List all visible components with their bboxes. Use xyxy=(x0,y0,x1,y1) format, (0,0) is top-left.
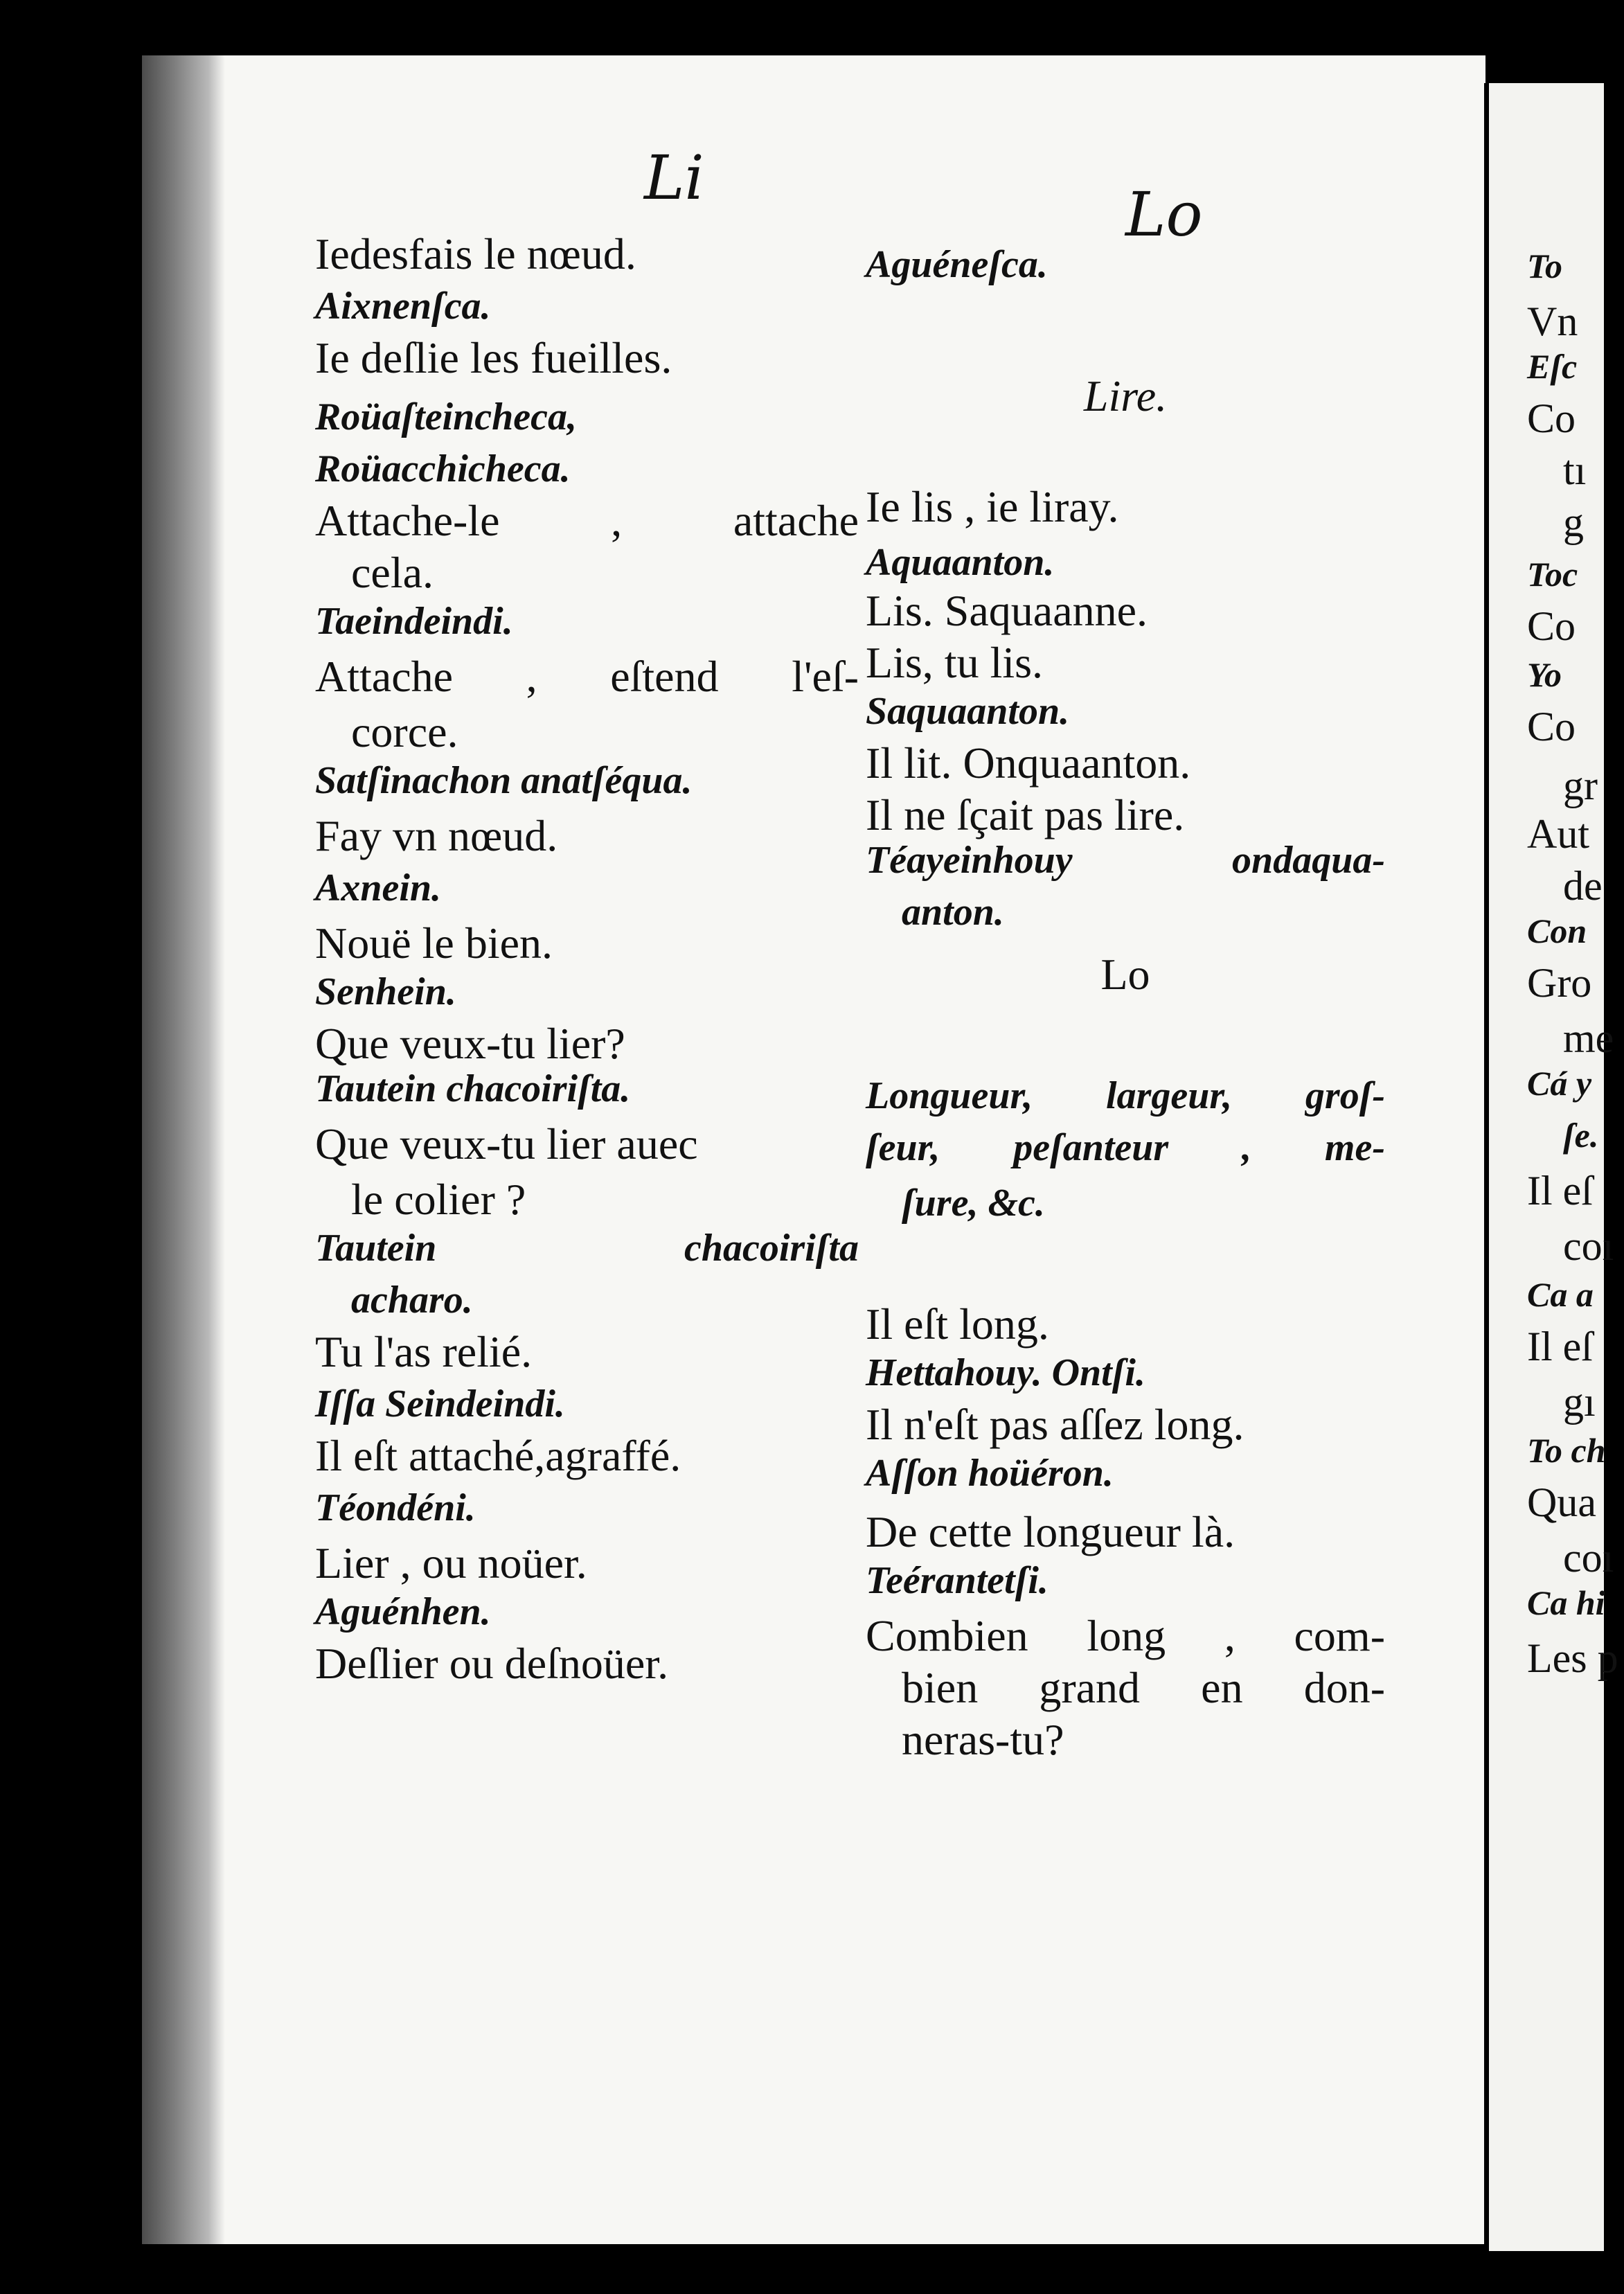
huron-line: Yo xyxy=(1527,655,1562,694)
french-line: Que veux-tu lier? xyxy=(315,1019,625,1068)
french-line: Ie deſlie les fueilles. xyxy=(315,333,672,382)
huron-line: Aixnenſca. xyxy=(315,285,491,328)
huron-line: Longueur, largeur, groſ- xyxy=(866,1074,1385,1117)
huron-line: Senhein. xyxy=(315,970,456,1013)
huron-line: Téayeinhouy ondaqua- xyxy=(866,839,1385,882)
huron-line: To xyxy=(1527,247,1562,285)
french-line: g xyxy=(1563,499,1584,545)
french-line: Il lit. Onquaanton. xyxy=(866,738,1191,788)
huron-line: To ch xyxy=(1527,1431,1606,1470)
french-line: de xyxy=(1563,863,1603,909)
left-page-header: Li xyxy=(644,142,704,213)
huron-line: Aquaanton. xyxy=(866,541,1055,584)
french-line: Lis. Saquaanne. xyxy=(866,586,1148,635)
french-line: me xyxy=(1563,1015,1614,1061)
huron-line: anton. xyxy=(902,891,1004,934)
section-subheader: Lo xyxy=(1100,950,1150,999)
french-line: coı xyxy=(1563,1535,1614,1581)
french-line: Deſlier ou deſnoüer. xyxy=(315,1639,669,1688)
huron-line: Hettahouy. Ontſi. xyxy=(866,1351,1145,1394)
french-line: Tu l'as relié. xyxy=(315,1327,533,1376)
french-line: coı xyxy=(1563,1223,1614,1269)
french-line: Co xyxy=(1527,395,1576,441)
french-line: Attache-le , attache xyxy=(315,496,859,545)
huron-line: Tautein chacoiriſta xyxy=(315,1227,859,1270)
huron-line: Aſſon hoüéron. xyxy=(866,1452,1114,1495)
french-line: Il n'eſt pas aſſez long. xyxy=(866,1400,1244,1449)
french-line: Aut xyxy=(1527,811,1589,857)
french-line: corce. xyxy=(351,707,458,756)
french-line: Lier , ou noüer. xyxy=(315,1538,587,1588)
huron-line: ſe. xyxy=(1563,1116,1599,1155)
huron-line: Saquaanton. xyxy=(866,690,1070,733)
french-line: De cette longueur là. xyxy=(866,1507,1235,1556)
huron-line: Ca a xyxy=(1527,1275,1594,1314)
french-line: gr xyxy=(1563,763,1598,808)
section-title: Lire. xyxy=(1083,371,1168,420)
huron-line: Roüacchicheca. xyxy=(315,447,571,490)
french-line: Combien long , com- xyxy=(866,1611,1385,1660)
french-line: Iedesfais le nœud. xyxy=(315,229,636,278)
french-line: Il ne ſçait pas lire. xyxy=(866,790,1185,839)
huron-line: Con xyxy=(1527,912,1587,950)
french-line: Qua xyxy=(1527,1479,1596,1525)
huron-line: ſure, &c. xyxy=(902,1182,1045,1225)
huron-line: Tautein chacoiriſta. xyxy=(315,1067,631,1110)
huron-line: Satſinachon anatſéqua. xyxy=(315,759,693,802)
french-line: neras-tu? xyxy=(902,1715,1064,1764)
huron-line: Teérantetſi. xyxy=(866,1559,1049,1602)
huron-line: Roüaſteincheca, xyxy=(315,395,577,438)
french-line: Co xyxy=(1527,704,1576,749)
french-line: tı xyxy=(1563,447,1587,493)
french-line: Nouë le bien. xyxy=(315,918,553,968)
french-line: Que veux-tu lier auec xyxy=(315,1119,698,1168)
french-line: Co xyxy=(1527,603,1576,649)
french-line: Fay vn nœud. xyxy=(315,811,558,860)
french-line: Attache , eſtend l'eſ- xyxy=(315,652,859,701)
huron-line: Iſſa Seindeindi. xyxy=(315,1382,565,1425)
huron-line: Aguéneſca. xyxy=(866,243,1048,286)
huron-line: Taeindeindi. xyxy=(315,600,513,643)
french-line: Lis, tu lis. xyxy=(866,638,1044,687)
middle-page-header: Lo xyxy=(1125,179,1203,250)
huron-line: Aguénhen. xyxy=(315,1590,491,1633)
french-line: Il eſt attaché,agraffé. xyxy=(315,1431,681,1480)
french-line: cela. xyxy=(351,548,434,597)
huron-line: Cá y xyxy=(1527,1064,1592,1103)
french-line: Vn xyxy=(1527,299,1578,344)
french-line: Gro xyxy=(1527,960,1592,1006)
huron-line: Toc xyxy=(1527,555,1578,594)
french-line: Les p xyxy=(1527,1635,1618,1681)
huron-line: Téondéni. xyxy=(315,1486,476,1529)
french-line: bien grand en don- xyxy=(902,1663,1385,1712)
french-line: Il eſ xyxy=(1527,1168,1593,1213)
french-line: le colier ? xyxy=(351,1175,526,1224)
huron-line: acharo. xyxy=(351,1279,473,1322)
french-line: Il eſ xyxy=(1527,1324,1593,1369)
french-line: Ie lis , ie liray. xyxy=(866,482,1119,531)
french-line: Il eſt long. xyxy=(866,1299,1049,1349)
page-gutter-shadow xyxy=(142,55,225,2244)
huron-line: Axnein. xyxy=(315,866,442,909)
french-line: gı xyxy=(1563,1379,1596,1425)
huron-line: Ca hi xyxy=(1527,1583,1605,1622)
huron-line: ſeur, peſanteur , me- xyxy=(866,1126,1385,1169)
huron-line: Eſc xyxy=(1527,347,1578,386)
